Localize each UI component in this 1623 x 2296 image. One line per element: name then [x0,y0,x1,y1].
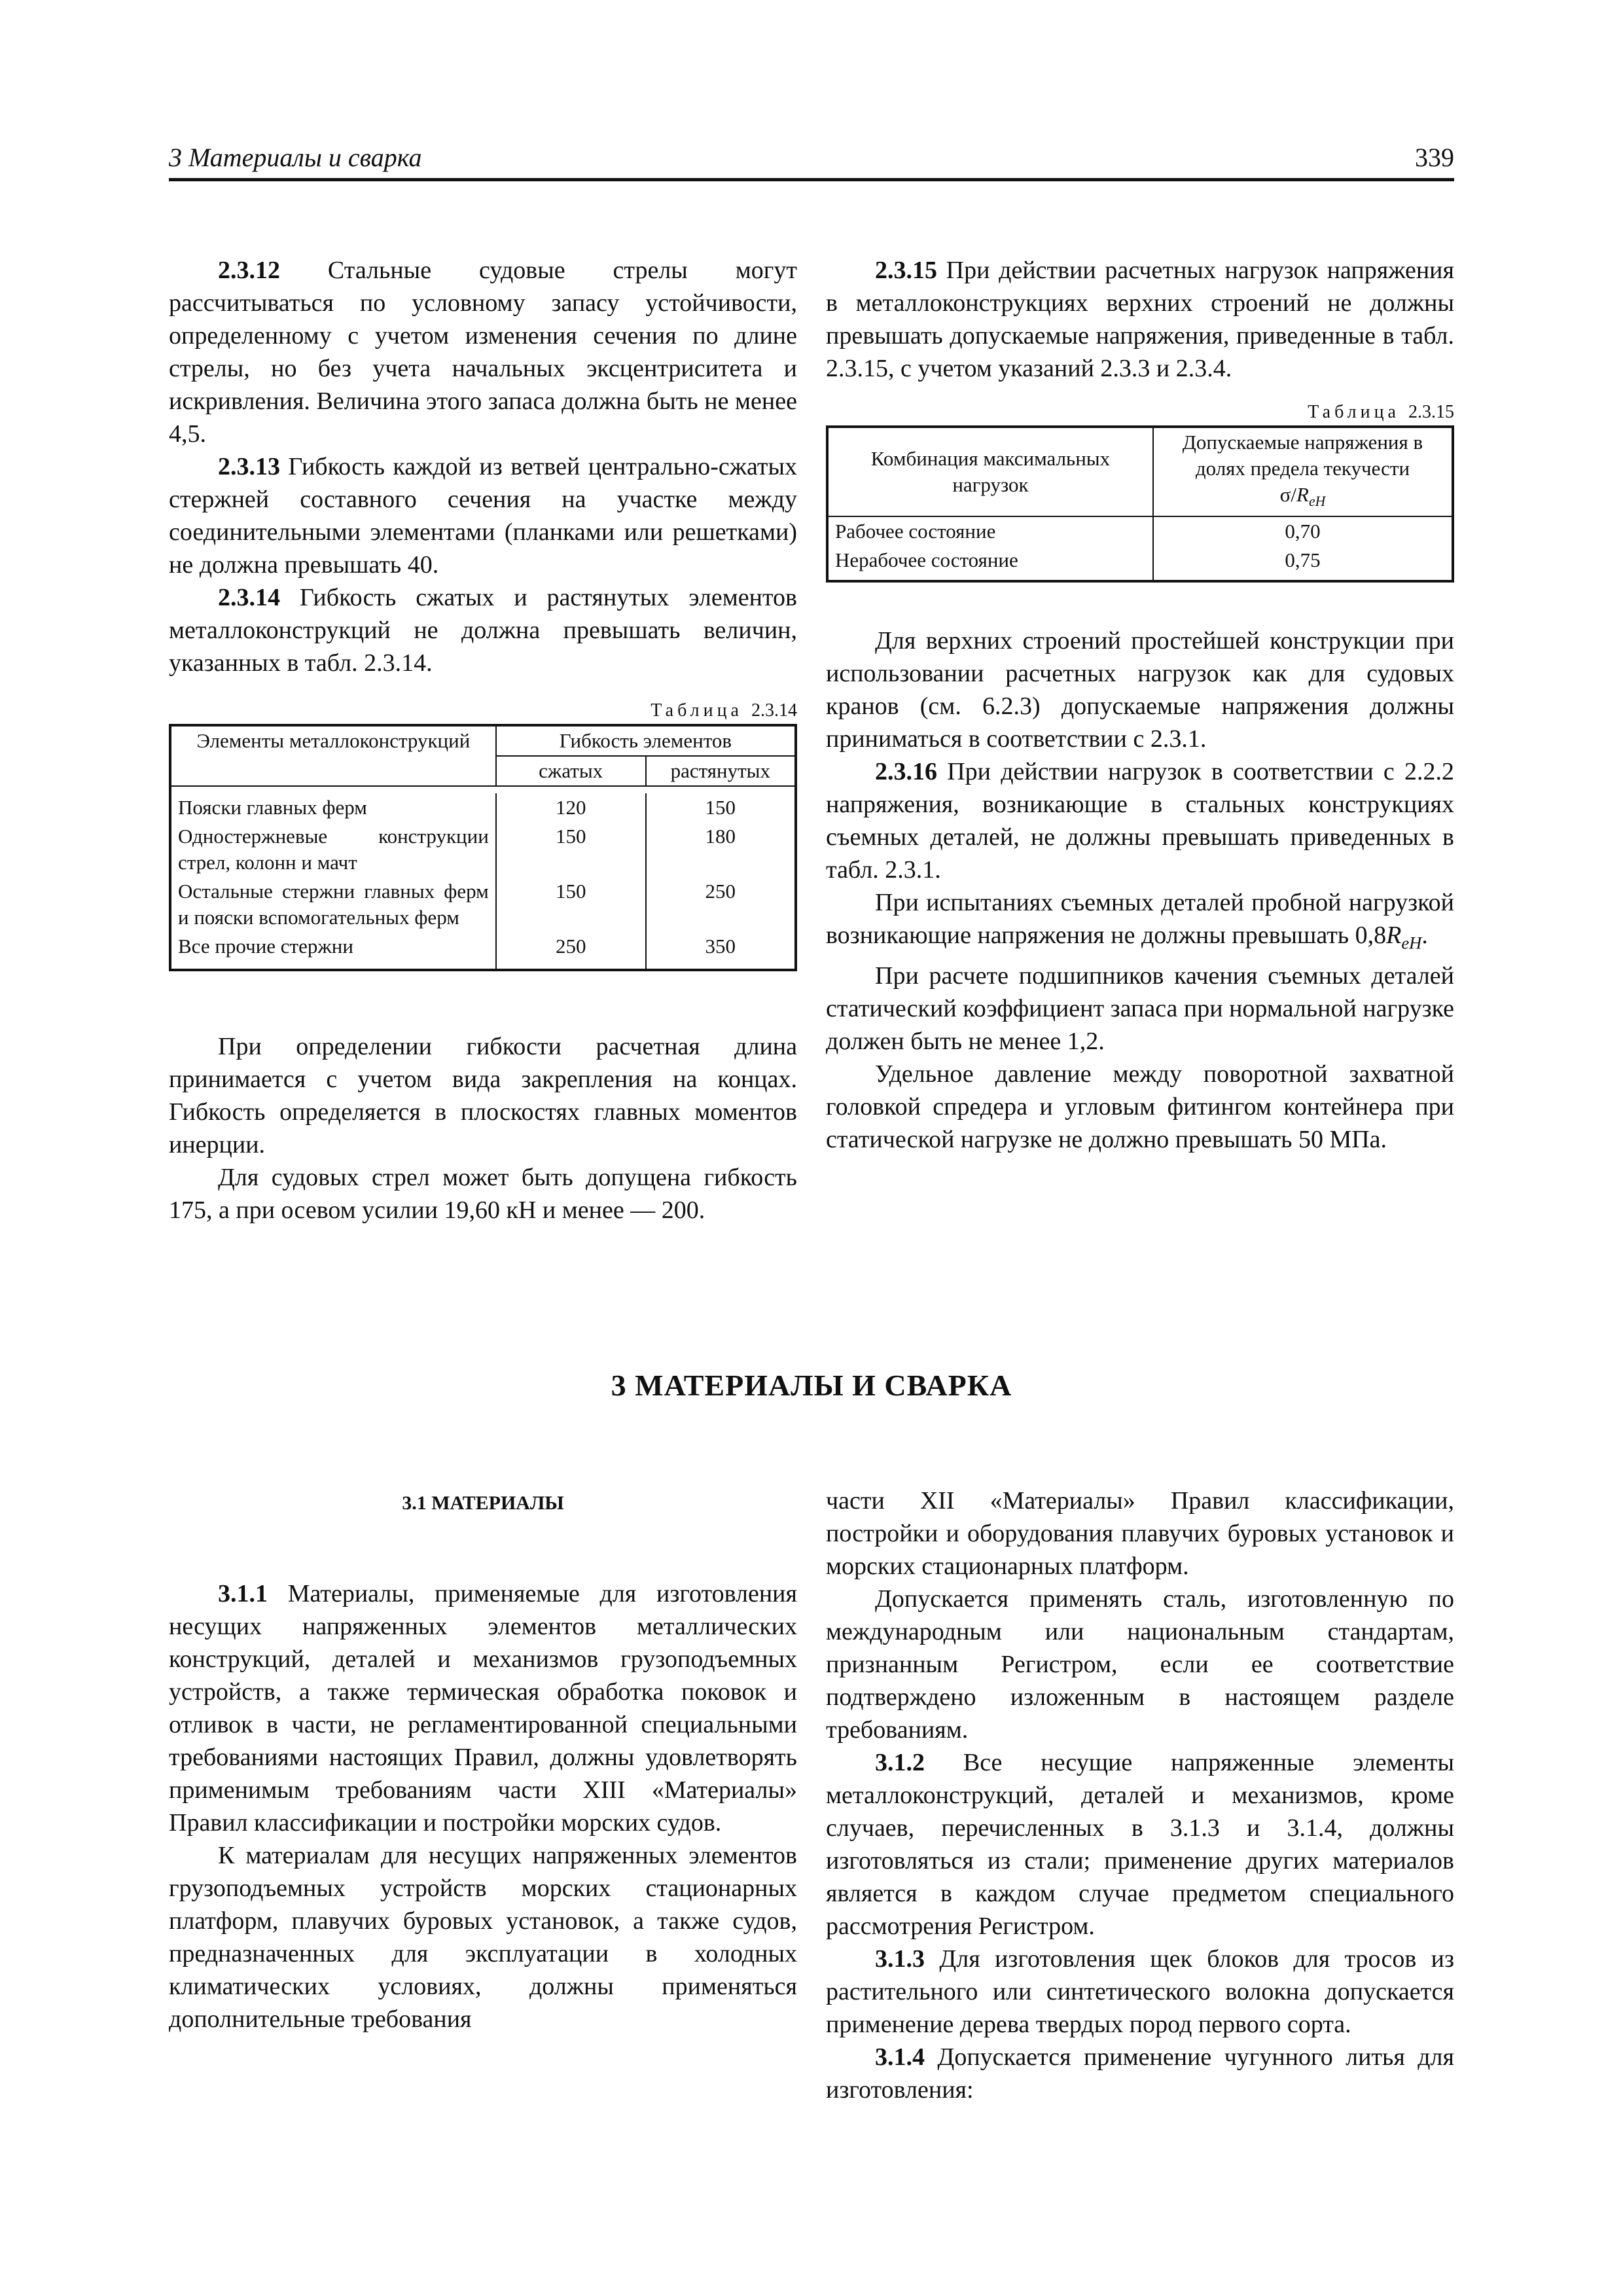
table-header-elements: Элементы металлоконструкций [170,725,496,786]
row-label: Рабочее состояние [827,516,1153,546]
clause-number: 3.1.4 [875,2043,925,2071]
caption-word: Таблица [1308,402,1400,422]
paragraph-text: Гибкость каждой из ветвей центрально-сжатых стержней составного сечения на участке между соединительными элементами (планками или решетками) не должна превышать 40. [169,453,797,579]
upper-left-column [169,254,797,1227]
row-compressed: 150 [496,877,646,932]
clause-number: 3.1.1 [218,1580,268,1607]
row-compressed: 150 [496,822,646,877]
paragraph-text: Допускается применение чугунного литья для изготовления: [826,2043,1454,2104]
paragraph-proof-load [826,886,1454,960]
clause-number: 2.3.15 [875,257,937,284]
table-header-tensile: растянутых [646,756,796,786]
formula-sigma: σ/ [1279,483,1296,506]
clause-number: 3.1.2 [875,1749,925,1776]
running-header [169,140,1454,181]
upper-right-column [826,254,1454,1156]
paragraph-text: При действии расчетных нагрузок напряжения в металлоконструкциях верхних строений не должны превышать допускаемые напряжения, приведенные в табл. 2.3.15, с учетом указаний 2.3.3 и 2.3.4. [826,257,1454,382]
table-row [170,932,796,970]
paragraph-text: Материалы, применяемые для изготовления несущих напряженных элементов металлических конструкций, деталей и механизмов грузоподъемных устройств, а также термическая обработка поковок и отливок в части, не регламентированной специальными требованиями настоящих Правил, должны удовлетворять применимым требованиям части XIII «Материалы» Правил классификации и постройки морских судов. [169,1580,797,1837]
table-2-3-15 [826,425,1454,583]
paragraph-bearings: При расчете подшипников качения съемных деталей статический коэффициент запаса при нормальной нагрузке должен быть не менее 1,2. [826,961,1454,1055]
row-value: 0,70 [1153,516,1453,546]
caption-number: 2.3.15 [1408,402,1454,422]
table-row [170,793,796,822]
paragraph-2-3-13 [169,450,797,581]
row-tensile: 150 [646,793,796,822]
paragraph-3-1-2 [826,1746,1454,1943]
row-label: Нерабочее состояние [827,546,1153,581]
formula-subscript: eH [1308,493,1326,510]
caption-number: 2.3.14 [751,700,797,721]
lower-right-column [826,1484,1454,2106]
table-2-3-14 [169,724,797,971]
row-label: Остальные стержни главных ферм и пояски вспомогательных ферм [170,877,496,932]
row-compressed: 120 [496,793,646,822]
paragraph-text: Все несущие напряженные элементы металлоконструкций, деталей и механизмов, кроме случаев, перечисленных в 3.1.3 и 3.1.4, должны изготовляться из стали; применение других материалов является в каждом случае предметом специального рассмотрения Регистром. [826,1749,1454,1940]
paragraph-2-3-15 [826,254,1454,385]
formula-subscript: eH [1401,933,1422,953]
paragraph-simple-structures: Для верхних строений простейшей конструкции при использовании расчетных нагрузок как для судовых кранов (см. 6.2.3) допускаемые напряжения должны приниматься в соответствии с 2.3.1. [826,627,1454,753]
paragraph-2-3-12 [169,254,797,450]
paragraph-end: . [1421,922,1428,950]
paragraph-cold-climate-materials: К материалам для несущих напряженных элементов грузоподъемных устройств морских стационарных платформ, плавучих буровых установок, а также судов, предназначенных для эксплуатации в холодных климатических условиях, должны применяться дополнительные требования [169,1842,797,2033]
table-header-load-combination: Комбинация максимальных нагрузок [827,427,1153,516]
paragraph-part-xii-continuation: части XII «Материалы» Правил классификации, постройки и оборудования плавучих буровых установок и морских стационарных платформ. [826,1487,1454,1580]
paragraph-3-1-4 [826,2041,1454,2106]
row-tensile: 350 [646,932,796,970]
paragraph-3-1-1 [169,1577,797,1839]
table-2-3-14-caption [169,698,797,724]
paragraph-text: При испытаниях съемных деталей пробной нагрузкой возникающие напряжения не должны превышать 0,8 [826,889,1454,950]
paragraph-effective-length: При определении гибкости расчетная длина принимается с учетом вида закрепления на концах. Гибкость определяется в плоскостях главных моментов инерции. [169,1033,797,1158]
lower-left-column [169,1577,797,2036]
running-header-section: 3 Материалы и сварка [169,143,422,172]
clause-number: 2.3.14 [218,584,280,611]
paragraph-text: Для изготовления щек блоков для тросов из растительного или синтетического волокна допускается применение дерева твердых пород первого сорта. [826,1945,1454,2038]
table-header-allowable-stress [1153,427,1453,516]
row-value: 0,75 [1153,546,1453,581]
row-tensile: 250 [646,877,796,932]
clause-number: 2.3.12 [218,257,280,284]
table-header-compressed: сжатых [496,756,646,786]
clause-number: 3.1.3 [875,1945,925,1973]
paragraph-standard-steel: Допускается применять сталь, изготовленную по международным или национальным стандартам, признанным Регистром, если ее соответствие подтверждено изложенным в настоящем разделе требованиям. [826,1585,1454,1744]
paragraph-spreader-pressure: Удельное давление между поворотной захватной головкой спредера и угловым фитингом контейнера при статической нагрузке не должно превышать 50 МПа. [826,1060,1454,1153]
paragraph-3-1-3 [826,1943,1454,2041]
table-row [827,516,1453,546]
chapter-title: 3 МАТЕРИАЛЫ И СВАРКА [611,1369,1012,1402]
formula-symbol: R [1386,922,1402,950]
row-label: Все прочие стержни [170,932,496,970]
paragraph-2-3-16 [826,755,1454,886]
table-row [170,877,796,932]
row-compressed: 250 [496,932,646,970]
paragraph-2-3-14 [169,581,797,679]
table-2-3-15-caption [826,399,1454,425]
caption-word: Таблица [651,700,743,721]
table-header-flexibility: Гибкость элементов [496,725,796,756]
subsection-title: 3.1 МАТЕРИАЛЫ [402,1492,564,1514]
paragraph-text: Стальные судовые стрелы могут рассчитываться по условному запасу устойчивости, определенному с учетом изменения сечения по длине стрелы, но без учета начальных эксцентриситета и искривления. Величина этого запаса должна быть не менее 4,5. [169,257,797,448]
table-row [170,822,796,877]
paragraph-text: При действии нагрузок в соответствии с 2.2.2 напряжения, возникающие в стальных конструкциях съемных деталей, не должны превышать приведенных в табл. 2.3.1. [826,758,1454,884]
clause-number: 2.3.16 [875,758,937,786]
formula-symbol: R [1296,483,1309,506]
clause-number: 2.3.13 [218,453,280,480]
row-label: Пояски главных ферм [170,793,496,822]
paragraph-derrick-flexibility: Для судовых стрел может быть допущена гибкость 175, а при осевом усилии 19,60 кН и менее — 200. [169,1164,797,1224]
header-text: Допускаемые напряжения в долях предела текучести [1182,431,1423,480]
row-label: Одностержневые конструкции стрел, колонн и мачт [170,822,496,877]
page-number: 339 [1415,143,1454,172]
table-row [827,546,1453,581]
paragraph-text: Гибкость сжатых и растянутых элементов металлоконструкций не должна превышать величин, указанных в табл. 2.3.14. [169,584,797,677]
row-tensile: 180 [646,822,796,877]
